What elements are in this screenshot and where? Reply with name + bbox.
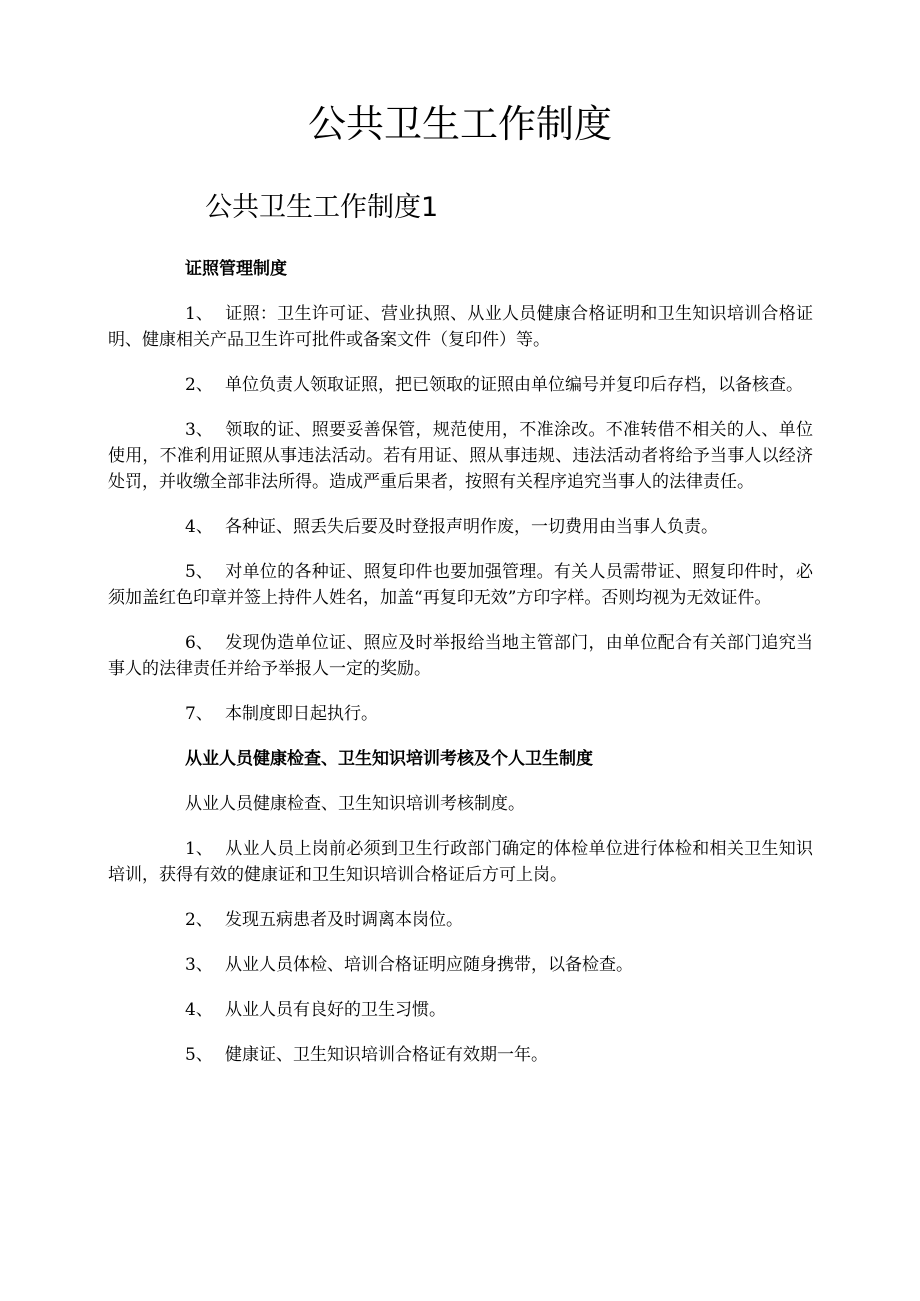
item-text: 单位负责人领取证照，把已领取的证照由单位编号并复印后存档，以备核查。 (225, 375, 803, 395)
item-text: 对单位的各种证、照复印件也要加强管理。有关人员需带证、照复印件时，必须加盖红色印章并签上持件人姓名，加盖“再复印无效”方印字样。否则均视为无效证件。 (108, 562, 813, 608)
item-number: 2、 (185, 375, 213, 395)
list-item (108, 301, 813, 353)
list-item (108, 514, 813, 540)
item-text: 证照：卫生许可证、营业执照、从业人员健康合格证明和卫生知识培训合格证明、健康相关产品卫生许可批件或备案文件（复印件）等。 (108, 304, 813, 350)
document-title: 公共卫生工作制度 (307, 102, 612, 146)
list-item (108, 559, 813, 611)
item-number: 1、 (185, 839, 213, 859)
item-number: 4、 (185, 1000, 213, 1020)
item-number: 4、 (185, 517, 213, 537)
list-item (108, 952, 813, 978)
item-number: 7、 (185, 704, 213, 724)
item-text: 从业人员有良好的卫生习惯。 (225, 1000, 446, 1020)
subheading-license: 证照管理制度 (185, 259, 287, 279)
item-number: 3、 (185, 420, 213, 440)
item-number: 6、 (185, 633, 213, 653)
item-text: 本制度即日起执行。 (225, 704, 378, 724)
list-item (108, 372, 813, 398)
item-text: 发现五病患者及时调离本岗位。 (225, 910, 463, 930)
item-number: 1、 (185, 304, 213, 324)
document-body (108, 256, 813, 1087)
list-item (108, 997, 813, 1023)
item-text: 领取的证、照要妥善保管，规范使用，不准涂改。不准转借不相关的人、单位使用，不准利用证照从事违法活动。若有用证、照从事违规、违法活动者将给予当事人以经济处罚，并收缴全部非法所得。造成严重后果者，按照有关程序追究当事人的法律责任。 (108, 420, 813, 492)
item-text: 健康证、卫生知识培训合格证有效期一年。 (225, 1045, 548, 1065)
item-number: 3、 (185, 955, 213, 975)
list-item (108, 630, 813, 682)
item-text: 从业人员体检、培训合格证明应随身携带，以备检查。 (225, 955, 633, 975)
item-text: 从业人员上岗前必须到卫生行政部门确定的体检单位进行体检和相关卫生知识培训，获得有效的健康证和卫生知识培训合格证后方可上岗。 (108, 839, 813, 885)
section-title: 公共卫生工作制度1 (205, 192, 439, 223)
item-number: 5、 (185, 1045, 213, 1065)
item-text: 各种证、照丢失后要及时登报声明作废，一切费用由当事人负责。 (225, 517, 718, 537)
list-item (108, 417, 813, 495)
item-number: 5、 (185, 562, 213, 582)
item-number: 2、 (185, 910, 213, 930)
section-intro: 从业人员健康检查、卫生知识培训考核制度。 (185, 794, 525, 814)
list-item (108, 907, 813, 933)
list-item (108, 836, 813, 888)
item-text: 发现伪造单位证、照应及时举报给当地主管部门，由单位配合有关部门追究当事人的法律责任并给予举报人一定的奖励。 (108, 633, 813, 679)
list-item (108, 1042, 813, 1068)
subheading-health: 从业人员健康检查、卫生知识培训考核及个人卫生制度 (185, 749, 593, 769)
list-item (108, 701, 813, 727)
